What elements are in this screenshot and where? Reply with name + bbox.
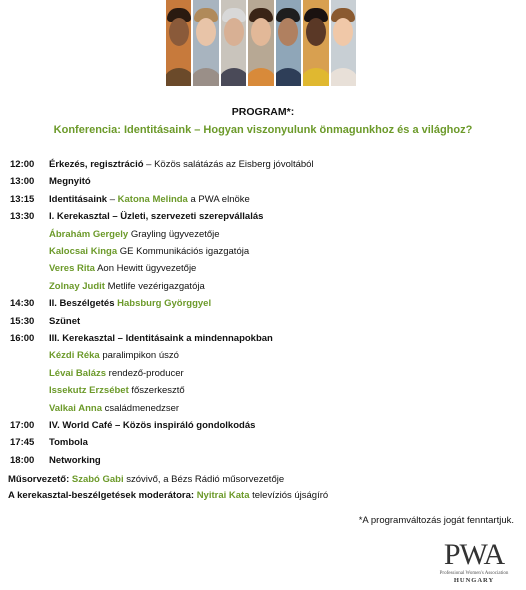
item-text: rendező-producer	[106, 367, 184, 379]
moderator-line	[8, 490, 328, 501]
item-text: GE Kommunikációs igazgatója	[117, 246, 250, 257]
schedule-time: 12:00	[10, 159, 35, 170]
host-line	[8, 474, 284, 485]
schedule-content	[49, 156, 314, 173]
item-text: főszerkesztő	[128, 385, 185, 397]
item-text: paralimpikon úszó	[99, 350, 179, 362]
schedule-time: 14:30	[10, 298, 35, 310]
schedule-time: 16:00	[10, 333, 35, 344]
schedule-content	[49, 452, 101, 469]
schedule-content	[49, 173, 91, 190]
speaker-name: Veres Rita	[49, 263, 95, 275]
item-text: –	[107, 193, 118, 205]
item-text: Metlife vezérigazgatója	[104, 280, 205, 292]
schedule-time: 18:00	[10, 454, 35, 466]
speaker-name: Nyitrai Kata	[196, 490, 250, 501]
program-heading: PROGRAM*:	[231, 106, 295, 118]
schedule-time: 13:00	[10, 176, 35, 188]
item-text: I. Kerekasztal – Üzleti, szervezeti szerepvállalás	[49, 211, 264, 223]
portrait-photo	[276, 0, 301, 86]
schedule-content	[49, 295, 211, 312]
item-text: III. Kerekasztal – Identitásaink a mindennapokban	[49, 333, 273, 344]
logo-letters: PWA	[443, 538, 505, 571]
item-text: – Közös salátázás az Eisberg jóvoltából	[143, 159, 314, 170]
item-text: a PWA elnöke	[187, 193, 250, 205]
schedule-time: 15:30	[10, 315, 35, 327]
logo-subtitle: Professional Women's Association	[439, 571, 509, 576]
header-photo-strip	[166, 0, 356, 86]
item-text: Grayling ügyvezetője	[128, 228, 220, 240]
schedule-content	[49, 313, 80, 330]
speaker-name: Valkai Anna	[49, 402, 102, 414]
portrait-photo	[166, 0, 191, 86]
item-text: Aon Hewitt ügyvezetője	[94, 263, 197, 275]
item-text: Networking	[49, 454, 101, 466]
speaker-name: Ábrahám Gergely	[49, 228, 129, 240]
schedule-content	[49, 191, 250, 208]
schedule-content	[49, 382, 185, 399]
schedule-content	[49, 243, 249, 260]
speaker-name: Lévai Balázs	[49, 367, 107, 379]
footnote: *A programváltozás jogát fenntartjuk.	[358, 515, 514, 526]
schedule-time: 17:00	[10, 420, 35, 431]
schedule-content	[49, 347, 179, 364]
portrait-photo	[193, 0, 218, 86]
item-text: Megnyitó	[49, 176, 91, 188]
portrait-photo	[303, 0, 328, 86]
portrait-photo	[331, 0, 356, 86]
speaker-name: Katona Melinda	[117, 193, 188, 205]
item-text: szóvivő, a Bézs Rádió műsorvezetője	[123, 474, 285, 485]
schedule-content	[49, 226, 220, 243]
schedule-content	[49, 365, 184, 382]
item-text: Tombola	[49, 437, 88, 449]
schedule-content	[49, 260, 196, 277]
schedule-content	[49, 208, 263, 225]
schedule-content	[49, 417, 255, 434]
logo-country: HUNGARY	[453, 577, 495, 584]
item-text: Műsorvezető:	[8, 474, 72, 485]
speaker-name: Kalocsai Kinga	[49, 246, 118, 257]
item-text: televíziós újságíró	[249, 490, 329, 501]
item-text: A kerekasztal-beszélgetések moderátora:	[8, 490, 197, 501]
schedule-content	[49, 434, 88, 451]
speaker-name: Kézdi Réka	[49, 350, 100, 362]
schedule-content	[49, 278, 205, 295]
item-text: Érkezés, regisztráció	[49, 159, 144, 170]
conference-title: Konferencia: Identitásaink – Hogyan viszonyulunk önmagunkhoz és a világhoz?	[53, 124, 473, 136]
item-text: családmenedzser	[101, 402, 180, 414]
portrait-photo	[221, 0, 246, 86]
item-text: Szünet	[49, 315, 81, 327]
item-text: Identitásaink	[49, 193, 108, 205]
speaker-name: Issekutz Erzsébet	[49, 385, 129, 397]
schedule-time: 13:30	[10, 211, 35, 223]
schedule-content	[49, 330, 273, 347]
schedule-time: 17:45	[10, 437, 35, 449]
portrait-photo	[248, 0, 273, 86]
speaker-name: Zolnay Judit	[49, 280, 105, 292]
speaker-name: Szabó Gabi	[71, 474, 124, 485]
item-text: II. Beszélgetés	[49, 298, 118, 310]
item-text: IV. World Café – Közös inspiráló gondolkodás	[49, 420, 256, 431]
pwa-logo	[428, 540, 520, 588]
speaker-name: Habsburg Györggyel	[117, 298, 212, 310]
schedule-time: 13:15	[10, 193, 35, 205]
schedule-content	[49, 400, 179, 417]
